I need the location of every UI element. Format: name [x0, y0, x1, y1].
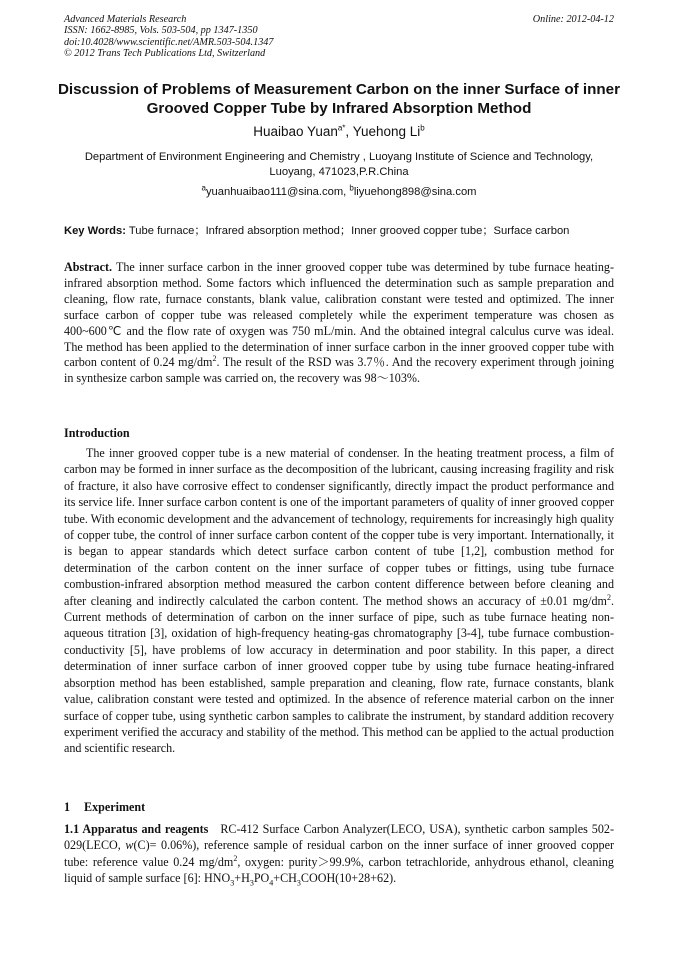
journal-name: Advanced Materials Research — [64, 14, 187, 25]
author-2-marker: b — [420, 123, 425, 133]
abstract-label: Abstract. — [64, 260, 113, 274]
apparatus-text-3: , oxygen: purity＞99.9%, carbon tetrachloride, anhydrous ethanol, cleaning liquid of sample surface [6]: HNO — [64, 854, 614, 886]
introduction-heading: Introduction — [64, 426, 130, 440]
abstract-text-2: . The result of the RSD was 3.7％. And the recovery experiment through joining in synthesize carbon sample was carried on, the recovery was 98～103%. — [64, 355, 614, 386]
experiment-heading-text: Experiment — [84, 800, 146, 814]
keywords-label: Key Words: — [64, 225, 126, 237]
author-1: Huaibao Yuan — [253, 124, 338, 139]
abstract-sup: 2 — [212, 354, 217, 364]
author-separator: , — [345, 124, 353, 139]
apparatus-text-6: +CH — [273, 871, 297, 886]
apparatus-text-7: COOH(10+28+62). — [300, 871, 397, 886]
authors — [0, 124, 678, 139]
email-b-marker: b — [349, 183, 354, 193]
apparatus-paragraph — [64, 821, 614, 887]
author-1-marker: a* — [337, 123, 346, 133]
online-date: Online: 2012-04-12 — [532, 14, 614, 25]
introduction-paragraph — [64, 445, 614, 757]
abstract — [64, 260, 614, 387]
keywords-text: Tube furnace；Infrared absorption method；Inner grooved copper tube；Surface carbon — [125, 225, 570, 237]
journal-header — [64, 14, 614, 60]
doi-line: doi:10.4028/www.scientific.net/AMR.503-504.1347 — [64, 36, 274, 48]
apparatus-text-4: +H — [234, 871, 250, 886]
apparatus-text-1: RC-412 Surface Carbon Analyzer(LECO, USA), synthetic carbon samples 502-029(LECO, — [64, 822, 614, 853]
apparatus-w: w — [125, 838, 134, 853]
emails — [0, 183, 678, 198]
copyright-line: © 2012 Trans Tech Publications Ltd, Switzerland — [64, 48, 266, 60]
intro-text-2: . Current methods of determination of carbon on the inner surface of pipe, such as tube furnace heating non-aqueous titration [3], oxidation of high-frequency heating-gas chromatography [3-4], tube furnace combustion-conductivity [5], have problems of low accuracy in determination and poor stability. In this paper, a direct determination of inner surface carbon of inner grooved copper tube by using tube furnace heating-infrared absorption method has been established, sample preparation and cleaning, flow rate, furnace constants, blank value, calibration constant were tested and optimized. In the absence of reference material carbon on the inner surface of copper tube, using synthetic carbon samples to calibrate the instrument, by standard addition recovery experiment verified the accuracy and stability of the method. This method can be applied to the actual production and scientific research. — [64, 593, 614, 756]
email-a: yuanhuaibao111@sina.com, — [205, 186, 350, 198]
apparatus-sub-3: 3 — [230, 878, 235, 888]
author-2: Yuehong Li — [352, 124, 421, 139]
email-a-marker: a — [201, 183, 206, 193]
apparatus-sub-6: 3 — [296, 878, 301, 888]
apparatus-subheading: 1.1 Apparatus and reagents — [64, 822, 209, 836]
affiliation: Department of Environment Engineering and Chemistry , Luoyang Institute of Science and Technology, Luoyang, 471023,P.R.China — [84, 151, 594, 178]
apparatus-sub-5: 4 — [269, 878, 274, 888]
abstract-text-1: The inner surface carbon in the inner grooved copper tube was determined by tube furnace heating-infrared absorption method. Some factors which influenced the determination such as sample preparation and cleaning, flow rate, furnace constants, blank value, calibration constant were tested and optimized. The inner surface carbon of copper tube was released completely while the experiment temperature was chosen as 400~600℃ and the flow rate of oxygen was 750 mL/min. And the obtained integral calculus curve was ideal. The method has been applied to the determination of inner surface carbon in the inner grooved copper tube with carbon content of 0.24 mg/dm — [64, 260, 614, 370]
keywords — [64, 222, 614, 238]
paper-title: Discussion of Problems of Measurement Carbon on the inner Surface of inner Grooved Copper Tube by Infrared Absorption Method — [57, 81, 621, 117]
apparatus-text-5: PO — [253, 871, 270, 886]
apparatus-sub-4: 3 — [249, 878, 254, 888]
intro-sup: 2 — [606, 592, 611, 602]
issn-line: ISSN: 1662-8985, Vols. 503-504, pp 1347-1350 — [64, 25, 258, 37]
apparatus-text-2: (C)= 0.06%), reference sample of residual carbon on the inner surface of inner grooved copper tube: reference value 0.24 mg/dm — [64, 838, 614, 869]
experiment-heading — [64, 800, 145, 815]
intro-text-1: The inner grooved copper tube is a new material of condenser. In the heating treatment process, a film of carbon may be formed in inner surface as the decomposition of the lubricant, causing increasing fragility and risk of fracture, it also have corrosive effect to condenser significantly, directly impact the product performance and its service life. Inner surface carbon content is one of the important parameters of quality of inner grooved copper tube. With economic development and the advancement of technology, requirements for increasingly high quality of copper tube, the control of inner surface carbon content of the copper tube is very important. Internationally, it is began to appear standards which detect surface carbon content of tube [1,2], combustion method for determination of the carbon content on the inner surface of copper tubes or fittings, using tube furnace combustion-infrared absorption method measured the carbon content difference between before cleaning and after cleaning and indirectly calculated the carbon content. The method shows an accuracy of ±0.01 mg/dm — [64, 446, 614, 608]
experiment-heading-number: 1 — [64, 800, 71, 814]
apparatus-sup: 2 — [233, 853, 238, 863]
email-b: liyuehong898@sina.com — [353, 186, 477, 198]
